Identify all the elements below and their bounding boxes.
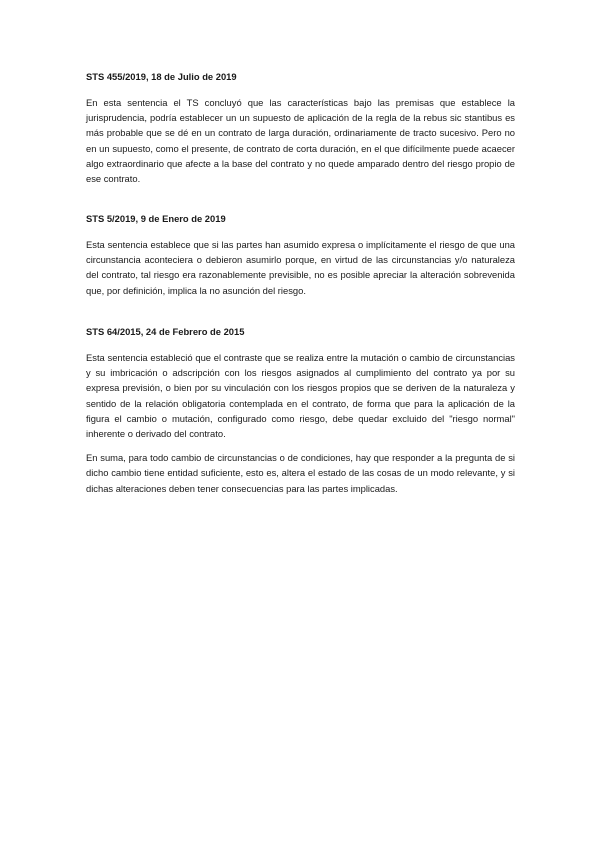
section-heading: STS 5/2019, 9 de Enero de 2019 bbox=[86, 213, 226, 224]
section-sts-455-2019 bbox=[86, 70, 515, 195]
section-paragraph: En suma, para todo cambio de circunstancias o de condiciones, hay que responder a la pregunta de si dicho cambio tiene entidad suficiente, esto es, altera el estado de las cosas de un modo relevante, y si dichas alteraciones deben tener consecuencias para las partes implicadas. bbox=[86, 452, 515, 494]
section-sts-5-2019 bbox=[86, 212, 515, 307]
section-heading: STS 455/2019, 18 de Julio de 2019 bbox=[86, 71, 237, 82]
section-paragraph: Esta sentencia establece que si las partes han asumido expresa o implícitamente el riesgo de que una circunstancia aconteciera o debieron asumirlo porque, en virtud de las circunstancias y/o naturaleza del contrato, tal riesgo era razonablemente previsible, no es posible apreciar la alteración sobrevenida que, por definición, implica la no asunción del riesgo. bbox=[86, 239, 515, 296]
section-paragraph: Esta sentencia estableció que el contraste que se realiza entre la mutación o cambio de circunstancias y su imbricación o adscripción con los riesgos asignados al cumplimiento del contrato ya por su expresa previsión, o bien por su vinculación con los riesgos propios que se deriven de la naturaleza y sentido de la relación obligatoria contemplada en el contrato, de forma que para la aplicación de la figura el cambio o mutación, configurado como riesgo, debe quedar excluido del "riesgo normal" inherente o derivado del contrato. bbox=[86, 352, 515, 440]
section-heading: STS 64/2015, 24 de Febrero de 2015 bbox=[86, 326, 245, 337]
section-sts-64-2015 bbox=[86, 325, 515, 505]
section-paragraph: En esta sentencia el TS concluyó que las características bajo las premisas que establece la jurisprudencia, podría establecer un un supuesto de aplicación de la regla de la rebus sic stantibus es más probable que se dé en un contrato de larga duración, ordinariamente de tracto sucesivo. Pero no en un supuesto, como el presente, de contrato de corta duración, en el que difícilmente puede acaecer algo extraordinario que afecte a la base del contrato y no quede amparado dentro del riesgo propio de ese contrato. bbox=[86, 97, 515, 185]
